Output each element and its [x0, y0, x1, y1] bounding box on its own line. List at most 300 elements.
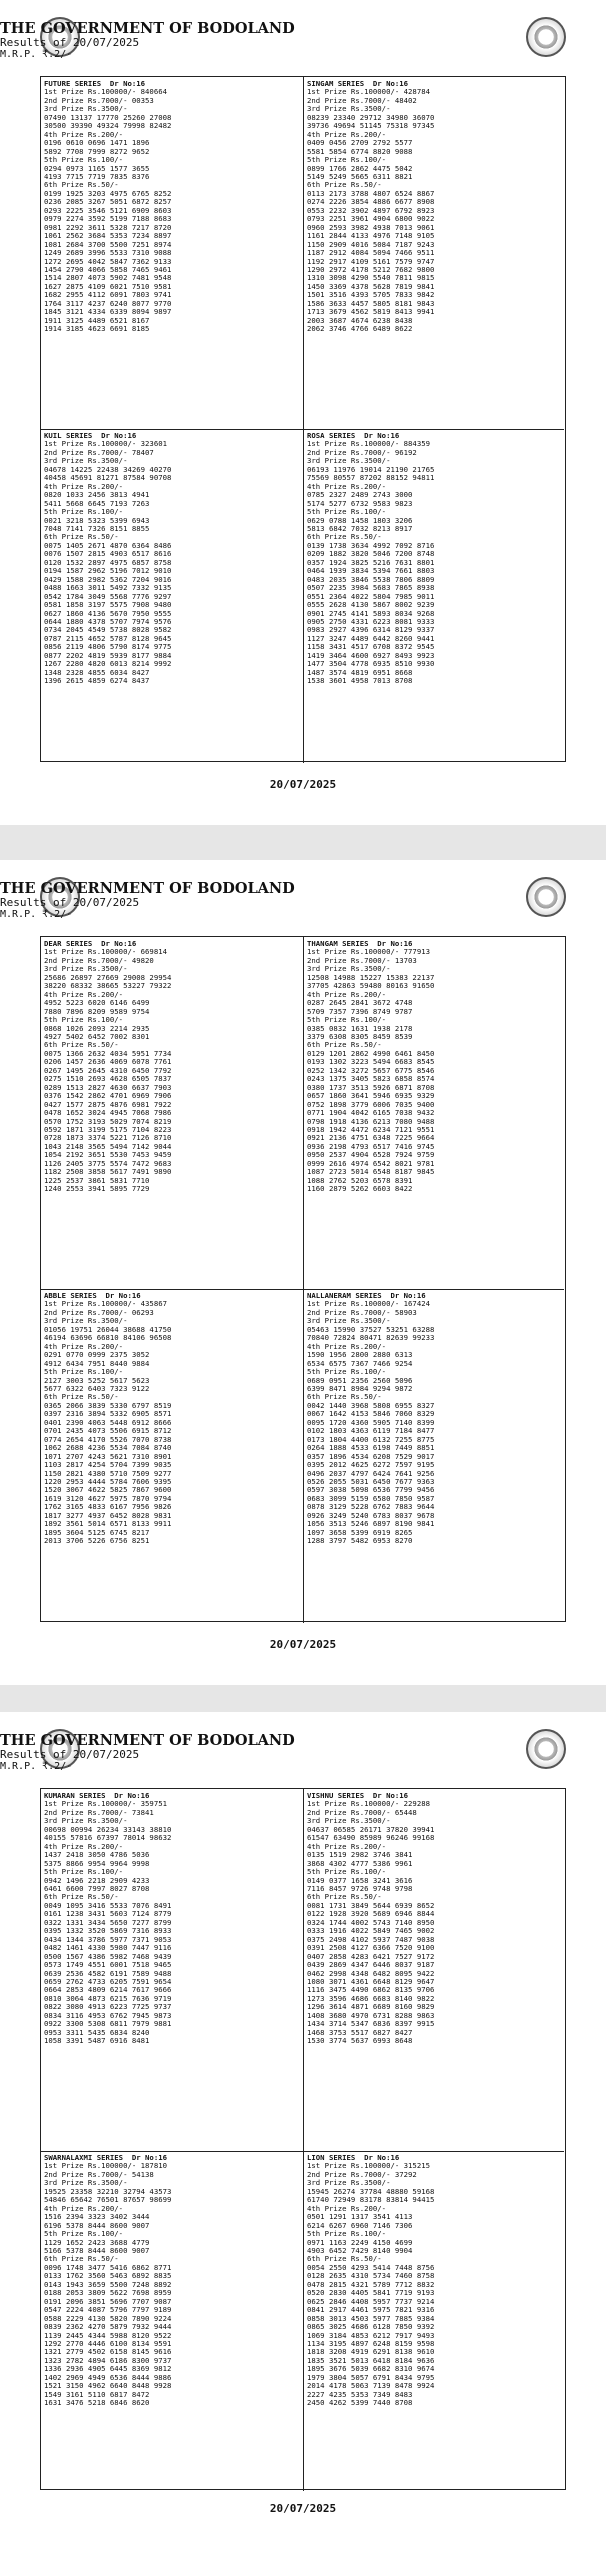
prize-line: 15945 26274 37784 48880 59168: [307, 2186, 435, 2196]
prize-line: 0095 1720 4360 5905 7140 8399: [307, 1417, 435, 1427]
prize-line: 0129 1201 2862 4990 6461 8450: [307, 1048, 435, 1058]
prize-line: 0478 2815 4321 5789 7712 8832: [307, 2279, 435, 2289]
prize-line: 46194 63696 66810 84106 96508: [44, 1333, 172, 1343]
prize-line: 0657 1860 3641 5946 6935 9329: [307, 1091, 435, 1101]
prize-line: 00698 00994 26234 33143 38810: [44, 1824, 172, 1834]
prize-line: 0774 2654 4170 5526 7070 8738: [44, 1434, 172, 1444]
prize-line: 1290 2972 4178 5212 7682 9800: [307, 264, 435, 274]
prize-line: 1st Prize Rs.100000/- 167424: [307, 1299, 431, 1309]
prize-line: 0689 0951 2356 2560 5096: [307, 1375, 413, 1385]
prize-line: 0810 3064 4873 6215 7636 9719: [44, 1993, 172, 2003]
series-block: [307, 2154, 565, 2408]
prize-line: 0798 1918 4136 6213 7080 9488: [307, 1116, 435, 1126]
prize-line: 7116 8457 9726 9748 9798: [307, 1883, 413, 1893]
prize-line: 0950 2537 4904 6528 7924 9759: [307, 1150, 435, 1160]
series-block: [44, 2154, 302, 2408]
prize-line: 1454 2790 4066 5858 7465 9461: [44, 264, 172, 274]
prize-line: 25686 26897 27669 29008 29954: [44, 972, 172, 982]
prize-line: 2127 3003 5252 5617 5623: [44, 1375, 150, 1385]
prize-line: 0520 2830 4405 5841 7719 9193: [307, 2288, 435, 2298]
prize-line: 0113 2173 3788 4807 6524 8867: [307, 188, 435, 198]
prize-line: 0496 2037 4797 6424 7641 9256: [307, 1468, 435, 1478]
series-name: LION SERIES Dr No:16: [307, 2154, 400, 2162]
prize-line: 0507 2235 3984 5683 7865 8938: [307, 583, 435, 593]
prize-line: 5411 5668 6645 7193 7263: [44, 498, 150, 508]
prize-line: 0918 1942 4472 6234 7121 9551: [307, 1124, 435, 1134]
prize-line: 0905 2750 4331 6223 8081 9333: [307, 616, 435, 626]
row-divider: [41, 429, 564, 430]
prize-line: 1520 3067 4622 5825 7867 9600: [44, 1485, 172, 1495]
prize-line: 5th Prize Rs.100/-: [44, 1867, 124, 1877]
prize-line: 0322 1331 3434 5650 7277 8799: [44, 1917, 172, 1927]
prize-line: 40458 45691 81271 87584 90708: [44, 473, 172, 483]
prize-line: 0429 1588 2982 5362 7204 9016: [44, 574, 172, 584]
prize-line: 0488 1663 3011 5492 7332 9135: [44, 583, 172, 593]
prize-line: 0981 2292 3611 5328 7217 8720: [44, 222, 172, 232]
prize-line: 0054 2550 4293 5414 7448 8756: [307, 2262, 435, 2272]
prize-line: 0206 1457 2636 4069 6078 7761: [44, 1057, 172, 1067]
series-block: [307, 940, 565, 1194]
series-name: THANGAM SERIES Dr No:16: [307, 940, 413, 948]
prize-line: 0462 2998 4348 6482 8095 9422: [307, 1968, 435, 1978]
prize-line: 6th Prize Rs.50/-: [307, 532, 382, 542]
prize-line: 0482 1461 4330 5980 7447 9116: [44, 1943, 172, 1953]
prize-line: 1st Prize Rs.100000/- 359751: [44, 1799, 168, 1809]
prize-line: 0076 1507 2815 4903 6517 8616: [44, 549, 172, 559]
prize-line: 0143 1943 3659 5500 7248 8892: [44, 2279, 172, 2289]
prize-line: 19525 23358 32210 32794 43573: [44, 2186, 172, 2196]
results-date: Results of 20/07/2025: [0, 1748, 140, 1761]
prize-line: 1st Prize Rs.100000/- 669814: [44, 947, 168, 957]
series-block: [307, 80, 565, 334]
prize-line: 1134 3195 4897 6248 8159 9598: [307, 2338, 435, 2348]
prize-line: 4th Prize Rs.200/-: [307, 481, 387, 491]
prize-line: 1182 2508 3858 5617 7491 9890: [44, 1167, 172, 1177]
prize-line: 1st Prize Rs.100000/- 435867: [44, 1299, 168, 1309]
prize-line: 0439 2869 4347 6446 8037 9187: [307, 1960, 435, 1970]
series-name: SINGAM SERIES Dr No:16: [307, 80, 409, 88]
prize-line: 3rd Prize Rs.3500/-: [44, 1816, 128, 1826]
prize-line: 06193 11976 19014 21190 21765: [307, 464, 435, 474]
prize-line: 7048 7141 7326 8151 8855: [44, 523, 150, 533]
prize-line: 1477 3504 4778 6935 8510 9930: [307, 659, 435, 669]
series-name: FUTURE SERIES Dr No:16: [44, 80, 146, 88]
prize-line: 1437 2418 3050 4786 5036: [44, 1850, 150, 1860]
prize-line: 0075 1405 2671 4870 6364 8486: [44, 540, 172, 550]
prize-line: 0899 1766 2862 4475 5042: [307, 163, 413, 173]
prize-line: 1225 2537 3861 5831 7710: [44, 1175, 150, 1185]
prize-line: 0139 1738 3634 4992 7092 8716: [307, 540, 435, 550]
prize-line: 1126 2405 3775 5574 7472 9683: [44, 1158, 172, 1168]
prize-line: 1631 3476 5218 6846 8620: [44, 2398, 150, 2408]
prize-line: 0478 1652 3024 4945 7068 7986: [44, 1108, 172, 1118]
prize-line: 0734 2045 4549 5738 8028 9582: [44, 625, 172, 635]
prize-line: 1220 2953 4444 5784 7606 9395: [44, 1476, 172, 1486]
prize-line: 0553 2232 3902 4897 6792 8923: [307, 205, 435, 215]
prize-line: 4th Prize Rs.200/-: [44, 1341, 124, 1351]
prize-line: 1396 2615 4859 6274 8437: [44, 676, 150, 686]
series-block: [44, 940, 302, 1194]
prize-line: 2nd Prize Rs.7000/- 00353: [44, 95, 154, 105]
results-table: [40, 76, 566, 762]
prize-line: 5th Prize Rs.100/-: [44, 2229, 124, 2239]
prize-line: 6214 6267 6960 7146 7306: [307, 2220, 413, 2230]
prize-line: 2013 3706 5226 6756 8251: [44, 1536, 150, 1546]
prize-line: 2003 3687 4674 6238 8438: [307, 315, 413, 325]
prize-line: 1150 2821 4380 5710 7509 9277: [44, 1468, 172, 1478]
prize-line: 0075 1366 2632 4034 5951 7734: [44, 1048, 172, 1058]
column-divider: [303, 1789, 304, 2491]
prize-line: 04637 06585 26171 37820 39941: [307, 1824, 435, 1834]
footer-date: 20/07/2025: [269, 1638, 337, 1651]
prize-line: 2nd Prize Rs.7000/- 96192: [307, 447, 417, 457]
prize-line: 1521 3150 4962 6640 8448 9928: [44, 2381, 172, 2391]
column-divider: [303, 77, 304, 763]
prize-line: 1321 2779 4502 6158 8145 9616: [44, 2347, 172, 2357]
prize-line: 2nd Prize Rs.7000/- 48402: [307, 95, 417, 105]
mrp-price: M.R.P. ₹.2/-: [0, 909, 73, 920]
prize-line: 0629 0788 1458 1803 3206: [307, 515, 413, 525]
prize-line: 0683 3099 5159 6580 7850 9587: [307, 1493, 435, 1503]
prize-line: 1310 3098 4290 5540 7811 9815: [307, 273, 435, 283]
prize-line: 6th Prize Rs.50/-: [307, 2254, 382, 2264]
prize-line: 0822 3080 4913 6223 7725 9737: [44, 2002, 172, 2012]
series-name: ROSA SERIES Dr No:16: [307, 432, 400, 440]
prize-line: 4952 5223 6020 6146 6499: [44, 998, 150, 1008]
prize-line: 0659 2762 4733 6205 7591 9654: [44, 1976, 172, 1986]
prize-line: 0407 2858 4283 6421 7527 9172: [307, 1951, 435, 1961]
prize-line: 70840 72824 80471 82639 99233: [307, 1333, 435, 1343]
prize-line: 0728 1873 3374 5221 7126 8710: [44, 1133, 172, 1143]
series-block: [44, 1792, 302, 2046]
prize-line: 1549 3161 5110 6817 8472: [44, 2389, 150, 2399]
prize-line: 1249 2689 3996 5533 7310 9088: [44, 248, 172, 258]
prize-line: 0357 1924 3825 5216 7631 8801: [307, 557, 435, 567]
prize-line: 1081 2684 3700 5500 7251 8974: [44, 239, 172, 249]
prize-line: 5th Prize Rs.100/-: [307, 507, 387, 517]
prize-line: 4th Prize Rs.200/-: [44, 481, 124, 491]
prize-line: 75569 80557 87202 88152 94811: [307, 473, 435, 483]
prize-line: 1450 3369 4378 5628 7819 9841: [307, 281, 435, 291]
prize-line: 1892 3561 5014 6571 8133 9911: [44, 1519, 172, 1529]
prize-line: 0581 1858 3197 5575 7908 9480: [44, 600, 172, 610]
prize-line: 1st Prize Rs.100000/- 323601: [44, 439, 168, 449]
prize-line: 0291 0770 0999 2375 3052: [44, 1350, 150, 1360]
prize-line: 3rd Prize Rs.3500/-: [307, 456, 391, 466]
prize-line: 30500 39390 49324 79998 82482: [44, 121, 172, 131]
prize-line: 0922 3300 5308 6811 7979 9881: [44, 2019, 172, 2029]
prize-line: 0161 1238 3431 5603 7124 8779: [44, 1909, 172, 1919]
prize-line: 1817 3277 4937 6452 8028 9831: [44, 1510, 172, 1520]
prize-line: 4th Prize Rs.200/-: [44, 1841, 124, 1851]
prize-line: 1845 3121 4334 6339 8094 9897: [44, 307, 172, 317]
prize-line: 0149 0377 1658 3241 3616: [307, 1875, 413, 1885]
prize-line: 0365 2066 3839 5330 6797 8519: [44, 1400, 172, 1410]
series-name: VISHNU SERIES Dr No:16: [307, 1792, 409, 1800]
prize-line: 0999 2616 4974 6542 8021 9781: [307, 1158, 435, 1168]
series-name: KUIL SERIES Dr No:16: [44, 432, 137, 440]
prize-line: 0122 1928 3920 5689 6946 8844: [307, 1909, 435, 1919]
results-table: [40, 1788, 566, 2490]
prize-line: 3rd Prize Rs.3500/-: [44, 2178, 128, 2188]
prize-line: 05463 15990 37527 53251 63288: [307, 1324, 435, 1334]
prize-line: 0081 1731 3849 5644 6939 8652: [307, 1900, 435, 1910]
prize-line: 0376 1542 2862 4701 6969 7906: [44, 1091, 172, 1101]
prize-line: 1296 3614 4871 6689 8160 9829: [307, 2002, 435, 2012]
prize-line: 0128 2635 4310 5734 7460 8758: [307, 2271, 435, 2281]
prize-line: 6th Prize Rs.50/-: [44, 1392, 119, 1402]
prize-line: 1713 3679 4562 5819 8413 9941: [307, 307, 435, 317]
prize-line: 1288 3797 5482 6953 8270: [307, 1536, 413, 1546]
prize-line: 39736 49694 51145 75318 97345: [307, 121, 435, 131]
results-table: [40, 936, 566, 1622]
prize-line: 6th Prize Rs.50/-: [44, 180, 119, 190]
prize-line: 1192 2917 4109 5161 7579 9747: [307, 256, 435, 266]
series-name: ABBLE SERIES Dr No:16: [44, 1292, 141, 1300]
prize-line: 2450 4262 5399 7440 8708: [307, 2398, 413, 2408]
prize-line: 0096 1748 3477 5416 6862 8771: [44, 2262, 172, 2272]
prize-line: 07490 13137 17770 25260 27008: [44, 112, 172, 122]
prize-line: 2nd Prize Rs.7000/- 54138: [44, 2169, 154, 2179]
prize-line: 0625 2846 4408 5957 7737 9214: [307, 2296, 435, 2306]
prize-line: 0274 2226 3854 4886 6677 8908: [307, 197, 435, 207]
prize-line: 5th Prize Rs.100/-: [307, 1367, 387, 1377]
prize-line: 0960 2593 3982 4938 7013 9061: [307, 222, 435, 232]
prize-line: 0049 1095 3416 5533 7076 8491: [44, 1900, 172, 1910]
page-title: THE GOVERNMENT OF BODOLAND: [0, 880, 295, 897]
prize-line: 0397 2316 3894 5332 6905 8571: [44, 1409, 172, 1419]
prize-line: 0391 2508 4127 6366 7520 9100: [307, 1943, 435, 1953]
prize-line: 0243 1375 3405 5823 6858 8574: [307, 1074, 435, 1084]
prize-line: 1st Prize Rs.100000/- 315215: [307, 2161, 431, 2171]
prize-line: 5375 8866 9954 9964 9998: [44, 1858, 150, 1868]
series-block: [307, 1292, 565, 1546]
prize-line: 0264 1888 4533 6198 7449 8851: [307, 1443, 435, 1453]
prize-line: 6534 6575 7367 7466 9254: [307, 1358, 413, 1368]
prize-line: 12508 14988 15227 15383 22137: [307, 972, 435, 982]
prize-line: 0664 2853 4809 6214 7617 9666: [44, 1985, 172, 1995]
prize-line: 0021 3218 5323 5399 6943: [44, 515, 150, 525]
row-divider: [41, 1289, 564, 1290]
prize-line: 0199 1925 3203 4975 6765 8252: [44, 188, 172, 198]
prize-line: 0196 0610 0696 1471 1896: [44, 138, 150, 148]
page-title: THE GOVERNMENT OF BODOLAND: [0, 20, 295, 37]
series-block: [44, 80, 302, 334]
prize-line: 0401 2390 4063 5448 6912 8666: [44, 1417, 172, 1427]
prize-line: 1087 2723 5014 6548 8187 9845: [307, 1167, 435, 1177]
prize-line: 1103 2817 4254 5704 7399 9035: [44, 1460, 172, 1470]
prize-line: 4903 6452 7429 8140 9904: [307, 2245, 413, 2255]
prize-line: 0942 1496 2218 2909 4233: [44, 1875, 150, 1885]
prize-line: 0236 2085 3267 5051 6872 8257: [44, 197, 172, 207]
prize-line: 6th Prize Rs.50/-: [307, 1892, 382, 1902]
prize-line: 2nd Prize Rs.7000/- 78407: [44, 447, 154, 457]
prize-line: 0427 1577 2875 4876 6981 7922: [44, 1099, 172, 1109]
mrp-price: M.R.P. ₹.2/-: [0, 49, 73, 60]
prize-line: 1st Prize Rs.100000/- 884359: [307, 439, 431, 449]
prize-line: 5581 5854 6774 8820 9088: [307, 146, 413, 156]
prize-line: 3rd Prize Rs.3500/-: [307, 1316, 391, 1326]
prize-line: 0324 1744 4002 5743 7140 8950: [307, 1917, 435, 1927]
prize-line: 2nd Prize Rs.7000/- 06293: [44, 1307, 154, 1317]
prize-line: 2014 4178 5063 7139 8478 9924: [307, 2381, 435, 2391]
prize-line: 6th Prize Rs.50/-: [44, 2254, 119, 2264]
prize-line: 0357 1896 4534 6208 7529 9017: [307, 1451, 435, 1461]
prize-line: 0547 2224 4087 5796 7797 9189: [44, 2305, 172, 2315]
prize-line: 4927 5402 6452 7002 8301: [44, 1031, 150, 1041]
prize-line: 1911 3125 4489 6521 8167: [44, 315, 150, 325]
prize-line: 0173 1804 4400 6132 7255 8775: [307, 1434, 435, 1444]
prize-line: 1487 3574 4819 6951 8668: [307, 667, 413, 677]
prize-line: 0526 2055 5031 6450 7677 9363: [307, 1476, 435, 1486]
prize-line: 1071 2707 4243 5621 7310 8901: [44, 1451, 172, 1461]
prize-line: 0287 2645 2841 3672 4748: [307, 998, 413, 1008]
prize-line: 1402 2969 4949 6536 8444 9886: [44, 2372, 172, 2382]
prize-line: 0936 2198 4793 6517 7416 9745: [307, 1141, 435, 1151]
prize-line: 0639 2536 4582 6191 7589 9488: [44, 1968, 172, 1978]
prize-line: 0135 1519 2982 3746 3841: [307, 1850, 413, 1860]
prize-line: 0333 1916 4022 5849 7465 9002: [307, 1926, 435, 1936]
results-date: Results of 20/07/2025: [0, 896, 140, 909]
prize-line: 0188 2053 3809 5622 7698 8959: [44, 2288, 172, 2298]
prize-line: 2nd Prize Rs.7000/- 73841: [44, 1807, 154, 1817]
prize-line: 0597 3038 5098 6536 7799 9456: [307, 1485, 435, 1495]
prize-line: 0627 1860 4136 5670 7950 9555: [44, 608, 172, 618]
prize-line: 0501 1291 1317 3541 4113: [307, 2212, 413, 2222]
prize-line: 0878 3129 5228 6762 7883 9644: [307, 1502, 435, 1512]
prize-line: 1682 2955 4112 6091 7803 9741: [44, 290, 172, 300]
prize-line: 0979 2274 3592 5199 7188 8683: [44, 214, 172, 224]
prize-line: 0901 2745 4141 5893 8034 9268: [307, 608, 435, 618]
prize-line: 1st Prize Rs.100000/- 229288: [307, 1799, 431, 1809]
prize-line: 4th Prize Rs.200/-: [307, 1841, 387, 1851]
prize-line: 1764 3117 4237 6240 8077 9770: [44, 298, 172, 308]
prize-line: 6461 6600 7997 8027 8708: [44, 1883, 150, 1893]
prize-line: 0464 1939 3834 5394 7661 8803: [307, 566, 435, 576]
prize-line: 0409 0456 2709 2792 5577: [307, 138, 413, 148]
prize-line: 1895 3676 5039 6682 8310 9674: [307, 2364, 435, 2374]
series-block: [44, 432, 302, 686]
prize-line: 1150 2909 4016 5084 7187 9243: [307, 239, 435, 249]
prize-line: 0042 1440 3968 5808 6955 8327: [307, 1400, 435, 1410]
prize-line: 04678 14225 22438 34269 40270: [44, 464, 172, 474]
prize-line: 54846 65642 76501 87657 98699: [44, 2195, 172, 2205]
prize-line: 0868 1026 2093 2214 2935: [44, 1023, 150, 1033]
prize-line: 1914 3185 4623 6691 8185: [44, 324, 150, 334]
prize-line: 0877 2202 4819 5939 8177 9884: [44, 650, 172, 660]
prize-line: 0839 2362 4270 5879 7932 9444: [44, 2322, 172, 2332]
prize-line: 0385 0832 1631 1938 2178: [307, 1023, 413, 1033]
prize-line: 0856 2119 4806 5790 8174 9775: [44, 642, 172, 652]
prize-line: 1st Prize Rs.100000/- 777913: [307, 947, 431, 957]
prize-line: 1530 3774 5637 6993 8648: [307, 2036, 413, 2046]
prize-line: 3rd Prize Rs.3500/-: [44, 104, 128, 114]
prize-line: 0555 2628 4130 5867 8002 9239: [307, 600, 435, 610]
prize-line: 0834 3116 4953 6762 7945 9873: [44, 2010, 172, 2020]
prize-line: 0267 1495 2645 4310 6450 7792: [44, 1065, 172, 1075]
prize-line: 2227 4235 5353 7349 8483: [307, 2389, 413, 2399]
prize-line: 1080 3071 4361 6648 8129 9647: [307, 1976, 435, 1986]
prize-line: 0120 1532 2897 4975 6857 8758: [44, 557, 172, 567]
prize-line: 1323 2782 4894 6186 8300 9737: [44, 2355, 172, 2365]
prize-line: 3rd Prize Rs.3500/-: [44, 964, 128, 974]
prize-line: 0644 1880 4378 5707 7974 9576: [44, 616, 172, 626]
prize-line: 1043 2148 3565 5494 7142 9044: [44, 1141, 172, 1151]
prize-line: 7880 7896 8209 9589 9754: [44, 1006, 150, 1016]
prize-line: 0209 1882 3820 5046 7200 8748: [307, 549, 435, 559]
prize-line: 1516 2394 3323 3402 3444: [44, 2212, 150, 2222]
prize-line: 3rd Prize Rs.3500/-: [307, 1816, 391, 1826]
prize-line: 1129 1652 2423 3688 4779: [44, 2237, 150, 2247]
prize-line: 0752 1898 3779 6006 7035 9400: [307, 1099, 435, 1109]
prize-line: 0983 2927 4396 6314 8129 9337: [307, 625, 435, 635]
prize-line: 0395 2012 4625 6272 7597 9195: [307, 1460, 435, 1470]
prize-line: 6th Prize Rs.50/-: [44, 532, 119, 542]
prize-line: 1468 3753 5517 6827 8427: [307, 2027, 413, 2037]
prize-line: 0500 1567 4386 5982 7468 9439: [44, 1951, 172, 1961]
prize-line: 2nd Prize Rs.7000/- 65448: [307, 1807, 417, 1817]
prize-line: 0483 2035 3846 5538 7806 8809: [307, 574, 435, 584]
mrp-price: M.R.P. ₹.2/-: [0, 1761, 73, 1772]
prize-line: 4th Prize Rs.200/-: [307, 2203, 387, 2213]
series-name: NALLANERAM SERIES Dr No:16: [307, 1292, 426, 1300]
prize-line: 1292 2770 4446 6100 8134 9591: [44, 2338, 172, 2348]
prize-line: 3rd Prize Rs.3500/-: [44, 456, 128, 466]
prize-line: 0289 1513 2827 4630 6637 7903: [44, 1082, 172, 1092]
prize-line: 1139 2445 4344 5988 8120 9522: [44, 2330, 172, 2340]
prize-line: 5th Prize Rs.100/-: [307, 1015, 387, 1025]
prize-line: 1054 2192 3651 5530 7453 9459: [44, 1150, 172, 1160]
prize-line: 5677 6322 6403 7323 9122: [44, 1383, 150, 1393]
prize-line: 5th Prize Rs.100/-: [44, 155, 124, 165]
prize-line: 1538 3601 4958 7013 8708: [307, 676, 413, 686]
prize-line: 1187 2912 4084 5094 7466 9511: [307, 248, 435, 258]
prize-line: 1160 2879 5262 6603 8422: [307, 1184, 413, 1194]
prize-line: 0252 1342 3272 5657 6775 8546: [307, 1065, 435, 1075]
prize-line: 0793 2251 3961 4904 6800 9022: [307, 214, 435, 224]
prize-line: 1st Prize Rs.100000/- 428784: [307, 87, 431, 97]
prize-line: 1619 3120 4627 5975 7870 9794: [44, 1493, 172, 1503]
prize-line: 1127 3247 4489 6442 8260 9441: [307, 633, 435, 643]
prize-line: 1273 3596 4686 6683 8140 9822: [307, 1993, 435, 2003]
prize-line: 3rd Prize Rs.3500/-: [307, 964, 391, 974]
prize-line: 1161 2844 4133 4976 7148 9105: [307, 231, 435, 241]
prize-line: 4193 7715 7719 7835 8376: [44, 171, 150, 181]
prize-line: 5813 6842 7032 8213 8917: [307, 523, 413, 533]
column-divider: [303, 937, 304, 1623]
prize-line: 0701 2435 4073 5506 6915 8712: [44, 1426, 172, 1436]
prize-line: 0841 2917 4461 5975 7821 9316: [307, 2305, 435, 2315]
prize-line: 4th Prize Rs.200/-: [307, 1341, 387, 1351]
series-name: DEAR SERIES Dr No:16: [44, 940, 137, 948]
prize-line: 0588 2229 4130 5820 7890 9224: [44, 2313, 172, 2323]
prize-line: 1069 3184 4853 6212 7917 9493: [307, 2330, 435, 2340]
prize-line: 0858 3013 4503 5977 7885 9384: [307, 2313, 435, 2323]
prize-line: 1272 2695 4042 5847 7362 9133: [44, 256, 172, 266]
prize-line: 1586 3633 4457 5805 8181 9843: [307, 298, 435, 308]
prize-line: 1062 2688 4236 5534 7084 8740: [44, 1443, 172, 1453]
prize-line: 2nd Prize Rs.7000/- 58903: [307, 1307, 417, 1317]
prize-line: 5149 5249 5665 6311 8821: [307, 171, 413, 181]
prize-line: 5174 5277 6732 9583 9823: [307, 498, 413, 508]
prize-line: 4th Prize Rs.200/-: [44, 989, 124, 999]
prize-line: 5892 7708 7999 8272 9652: [44, 146, 150, 156]
prize-line: 5th Prize Rs.100/-: [307, 2229, 387, 2239]
prize-line: 0133 1762 3560 5463 6892 8835: [44, 2271, 172, 2281]
result-page: [0, 1712, 606, 2560]
prize-line: 3rd Prize Rs.3500/-: [307, 104, 391, 114]
series-block: [307, 432, 565, 686]
